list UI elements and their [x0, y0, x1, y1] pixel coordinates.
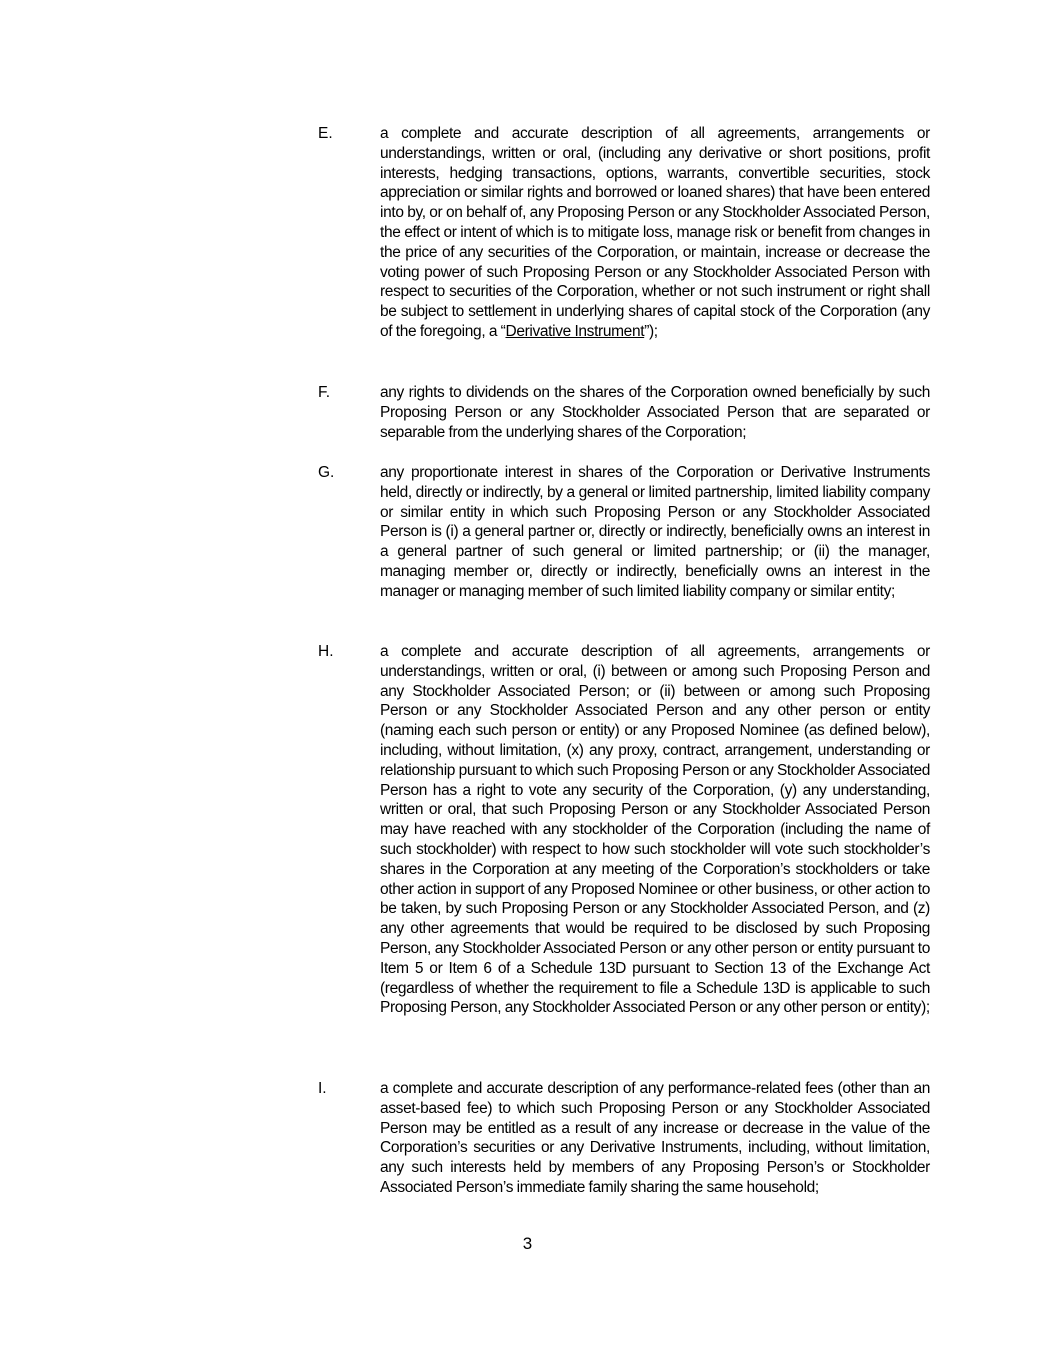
item-letter: E. [318, 125, 333, 142]
item-text: a complete and accurate description of any performance-related fees (other than an asset-based fee) to which such Proposing Person or any Stockholder Associated Person may be entitled as a result of any increase or decrease in the value of the Corporation’s securities or any Derivative Instruments, including, without limitation, any such interests held by members of any Proposing Person’s or Stockholder Associated Person’s immediate family sharing the same household; [380, 1080, 930, 1196]
item-letter: F. [318, 384, 331, 401]
item-text-after: ”); [644, 322, 658, 340]
item-letter: H. [318, 643, 334, 660]
item-text [380, 124, 930, 342]
item-letter: G. [318, 464, 335, 481]
item-text-before: a complete and accurate description of all agreements, arrangements or understandings, written or oral, (including any derivative or short positions, profit interests, hedging transactions, options, warrants, convertible securities, stock appreciation or similar rights and borrowed or loaned shares) that have been entered into by, or on behalf of, any Proposing Person or any Stockholder Associated Person, the effect or intent of which is to mitigate loss, manage risk or benefit from changes in the price of any securities of the Corporation, or maintain, increase or decrease the voting power of such Proposing Person or any Stockholder Associated Person with respect to securities of the Corporation, whether or not such instrument or right shall be subject to settlement in underlying shares of capital stock of the Corporation (any of the foregoing, a “ [380, 125, 930, 340]
item-text: a complete and accurate description of all agreements, arrangements or understandings, written or oral, (i) between or among such Proposing Person and any Stockholder Associated Person; or (ii) between or among such Proposing Person or any Stockholder Associated Person and any other person or entity (naming each such person or entity) or any Proposed Nominee (as defined below), including, without limitation, (x) any proxy, contract, arrangement, understanding or relationship pursuant to which such Proposing Person or any Stockholder Associated Person has a right to vote any security of the Corporation, (y) any understanding, written or oral, that such Proposing Person or any Stockholder Associated Person may have reached with any stockholder of the Corporation (including the name of such stockholder) with respect to how such stockholder will vote such stockholder’s shares in the Corporation at any meeting of the Corporation’s stockholders or take other action in support of any Proposed Nominee or other business, or other action to be taken, by such Proposing Person or any Stockholder Associated Person, and (z) any other agreements that would be required to be disclosed by such Proposing Person, any Stockholder Associated Person or any other person or entity pursuant to Item 5 or Item 6 of a Schedule 13D pursuant to Section 13 of the Exchange Act (regardless of whether the requirement to file a Schedule 13D is applicable to such Proposing Person, any Stockholder Associated Person or any other person or entity); [380, 643, 930, 1017]
item-text: any rights to dividends on the shares of the Corporation owned beneficially by such Proposing Person or any Stockholder Associated Person that are separated or separable from the underlying shares of the Corporation; [380, 384, 930, 441]
item-text: any proportionate interest in shares of the Corporation or Derivative Instruments held, directly or indirectly, by a general or limited partnership, limited liability company or similar entity in which such Proposing Person or any Stockholder Associated Person is (i) a general partner or, directly or indirectly, beneficially owns an interest in a general partner of such general or limited partnership; or (ii) the manager, managing member or, directly or indirectly, beneficially owns an interest in the manager or managing member of such limited liability company or similar entity; [380, 464, 930, 600]
item-letter: I. [318, 1080, 327, 1097]
defined-term: Derivative Instrument [505, 322, 645, 340]
page-number: 3 [522, 1234, 533, 1253]
